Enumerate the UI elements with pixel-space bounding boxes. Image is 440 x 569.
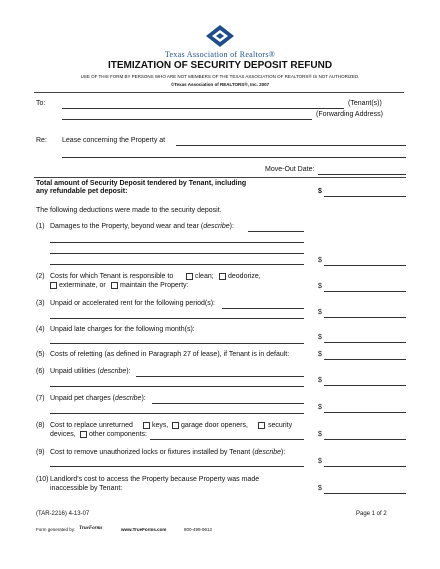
- page-number: Page 1 of 2: [356, 511, 387, 517]
- keys-checkbox[interactable]: [143, 422, 150, 429]
- security-label: security: [268, 422, 293, 429]
- item-8-dollar: $: [318, 431, 322, 438]
- item-5-amount[interactable]: [324, 359, 406, 360]
- item-8-num: (8): [36, 422, 45, 429]
- total-amount-line[interactable]: [324, 196, 406, 197]
- item-9-dollar: $: [318, 458, 322, 465]
- item-7-text: [50, 395, 146, 402]
- item-10-amount[interactable]: [324, 493, 406, 494]
- item-3-amount[interactable]: [324, 317, 406, 318]
- garage-label: garage door openers,: [181, 422, 248, 429]
- item-7-amount[interactable]: [324, 412, 406, 413]
- item-5-num: (5): [36, 351, 45, 358]
- trueforms-logo: TrueForms: [79, 526, 103, 531]
- item-9-end: ):: [281, 449, 286, 456]
- header-divider: [34, 92, 404, 93]
- item-4-text: Unpaid late charges for the following month(s):: [50, 326, 195, 333]
- item-5-text: Costs of reletting (as defined in Paragraph 27 of lease), if Tenant is in default:: [50, 351, 290, 358]
- item-10-line1: Landlord's cost to access the Property because Property was made: [50, 476, 260, 483]
- item-6-describe: describe: [99, 368, 127, 375]
- item-6-text: [50, 368, 131, 375]
- item-9-label: Cost to remove unauthorized locks or fixtures installed by Tenant (: [50, 449, 255, 456]
- item-1-dollar: $: [318, 257, 322, 264]
- item-1-describe: describe: [203, 223, 230, 230]
- generated-by: Form generated by:: [36, 527, 76, 532]
- form-id: (TAR-2216) 4-13-07: [36, 511, 90, 517]
- item-1-line-3[interactable]: [50, 253, 304, 254]
- notice: USE OF THIS FORM BY PERSONS WHO ARE NOT MEMBERS OF THE TEXAS ASSOCIATION OF REALTORS® IS NOT AUTHORIZED.: [80, 74, 360, 79]
- item-2-num: (2): [36, 273, 45, 280]
- exterminate-label: exterminate, or: [59, 282, 106, 289]
- item-2-dollar: $: [318, 283, 322, 290]
- item-6-line-2[interactable]: [50, 386, 304, 387]
- move-out-line[interactable]: [318, 174, 406, 175]
- tenant-label: (Tenant(s)): [348, 100, 382, 107]
- item-1-line-2[interactable]: [50, 242, 304, 243]
- other-checkbox[interactable]: [80, 431, 87, 438]
- item-6-amount[interactable]: [324, 385, 406, 386]
- forwarding-line[interactable]: [62, 119, 312, 120]
- item-10-line2: inaccessible by Tenant:: [50, 485, 123, 492]
- keys-label: keys,: [152, 422, 169, 429]
- item-4-line-1[interactable]: [50, 343, 304, 344]
- other-label: other components:: [89, 431, 147, 438]
- clean-label: clean;: [195, 273, 214, 280]
- move-out-label: Move-Out Date:: [265, 166, 315, 173]
- page-title: ITEMIZATION OF SECURITY DEPOSIT REFUND: [107, 60, 333, 71]
- deductions-intro: The following deductions were made to the security deposit.: [36, 207, 222, 214]
- item-7-line-2[interactable]: [50, 413, 304, 414]
- item-3-num: (3): [36, 300, 45, 307]
- item-7-label: Unpaid pet charges (: [50, 395, 115, 402]
- copyright: ©Texas Association of REALTORS®, Inc. 2007: [170, 82, 270, 87]
- item-1-end: ):: [229, 223, 234, 230]
- item-9-text: [50, 449, 285, 456]
- item-3-dollar: $: [318, 309, 322, 316]
- item-4-amount[interactable]: [324, 342, 406, 343]
- item-3-text: Unpaid or accelerated rent for the following period(s):: [50, 300, 215, 307]
- item-9-amount[interactable]: [324, 466, 406, 467]
- item-4-dollar: $: [318, 334, 322, 341]
- exterminate-checkbox[interactable]: [50, 282, 57, 289]
- item-8-line-1[interactable]: [150, 439, 304, 440]
- item-1-text: [50, 223, 234, 230]
- item-7-end: ):: [141, 395, 146, 402]
- forwarding-label: (Forwarding Address): [316, 111, 383, 118]
- property-line-2[interactable]: [62, 157, 406, 158]
- item-5-dollar: $: [318, 351, 322, 358]
- total-line1: Total amount of Security Deposit tendered by Tenant, including: [36, 180, 247, 187]
- item-6-dollar: $: [318, 377, 322, 384]
- item-8-text: Cost to replace unreturned: [50, 422, 133, 429]
- deodorize-label: deodorize,: [228, 273, 261, 280]
- item-6-line-1[interactable]: [136, 376, 304, 377]
- item-1-amount[interactable]: [324, 265, 406, 266]
- item-4-num: (4): [36, 326, 45, 333]
- total-dollar: $: [318, 188, 322, 195]
- item-7-describe: describe: [114, 395, 142, 402]
- maintain-checkbox[interactable]: [111, 282, 118, 289]
- to-label: To:: [36, 100, 46, 107]
- item-1-line-4[interactable]: [50, 264, 304, 265]
- item-6-num: (6): [36, 368, 45, 375]
- item-3-line-2[interactable]: [50, 318, 304, 319]
- trueforms-website: www.TrueForms.com: [121, 527, 167, 532]
- item-2-amount[interactable]: [324, 291, 406, 292]
- garage-checkbox[interactable]: [172, 422, 179, 429]
- item-9-line-1[interactable]: [50, 466, 304, 467]
- item-6-end: ):: [126, 368, 131, 375]
- item-1-label: Damages to the Property, beyond wear and tear (: [50, 223, 204, 230]
- item-3-line-1[interactable]: [222, 308, 304, 309]
- deodorize-checkbox[interactable]: [219, 273, 226, 280]
- item-9-num: (9): [36, 449, 45, 456]
- item-7-dollar: $: [318, 404, 322, 411]
- item-9-describe: describe: [254, 449, 281, 456]
- item-7-num: (7): [36, 395, 45, 402]
- clean-checkbox[interactable]: [186, 273, 193, 280]
- item-2-text: Costs for which Tenant is responsible to: [50, 273, 174, 280]
- trueforms-phone: 800-499-9612: [184, 527, 213, 532]
- item-1-num: (1): [36, 223, 45, 230]
- section-divider: [34, 177, 406, 178]
- item-1-desc-line[interactable]: [248, 231, 304, 232]
- item-7-line-1[interactable]: [152, 403, 304, 404]
- re-text: Lease concerning the Property at: [62, 137, 166, 144]
- devices-label: devices,: [50, 431, 76, 438]
- tar-logo: [203, 24, 237, 48]
- tenant-line[interactable]: [62, 108, 344, 109]
- security-checkbox[interactable]: [258, 422, 265, 429]
- item-10-dollar: $: [318, 485, 322, 492]
- item-6-label: Unpaid utilities (: [50, 368, 100, 375]
- re-label: Re:: [36, 137, 47, 144]
- item-8-amount[interactable]: [324, 439, 406, 440]
- property-line[interactable]: [176, 145, 406, 146]
- total-line2: any refundable pet deposit:: [36, 188, 128, 195]
- item-10-num: (10): [36, 476, 49, 483]
- maintain-label: maintain the Property:: [120, 282, 189, 289]
- org-name: Texas Association of Realtors®: [164, 50, 276, 59]
